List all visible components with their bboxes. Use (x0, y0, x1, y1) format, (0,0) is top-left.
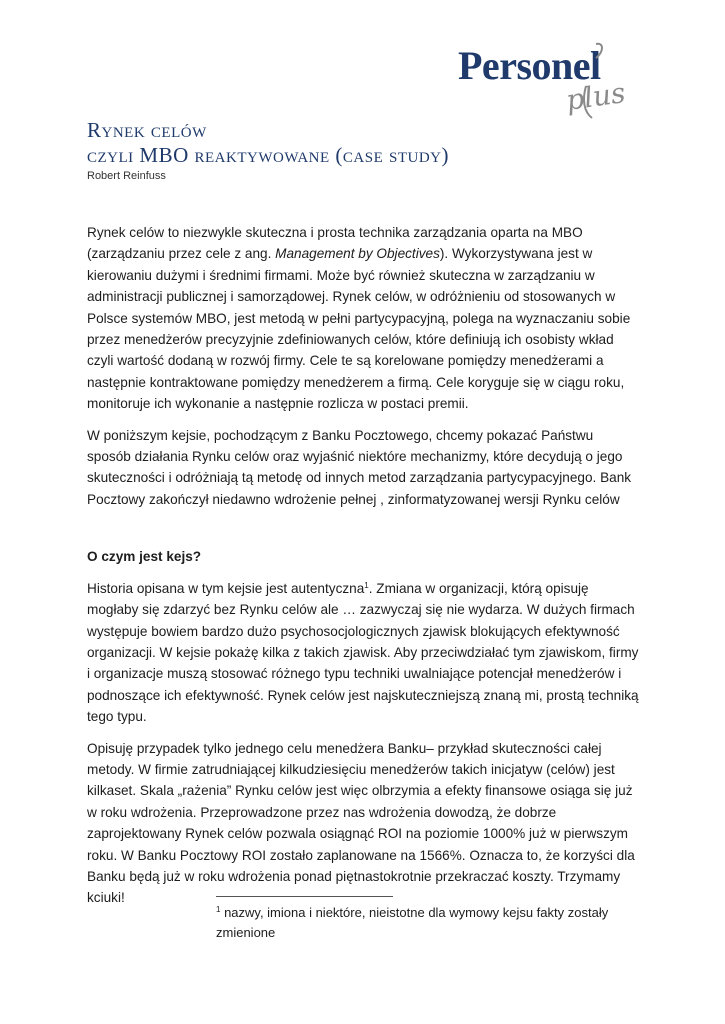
intro-p1-emphasis: Management by Objectives (275, 246, 440, 262)
author-name: Robert Reinfuss (87, 170, 166, 182)
title-line-2: czyli MBO reaktywowane (case study) (87, 143, 449, 167)
intro-p1-text-b: ). Wykorzystywana jest w kierowaniu dużymi i średnimi firmami. Może być również skuteczna w zarządzaniu w administracji publicznej i samorządowej. Rynek celów, w odróżnieniu od stosowanych w Polsce systemów MBO, jest metodą w pełni partycypacyjną, polega na wyznaczaniu sobie przez menedżerów precyzyjnie zdefiniowanych celów, które definiują ich osobisty wkład czyli wartość dodaną w rozwój firmy. Cele te są korelowane pomiędzy menedżerami a następnie kontraktowane pomiędzy menedżerem a firmą. Cele koryguje się w ciągu roku, monitoruje ich wykonanie a następnie rozlicza w postaci premii. (87, 246, 631, 412)
footnote-reference[interactable]: 1 (364, 580, 369, 590)
footnote (216, 903, 636, 943)
footnote-mark: 1 (216, 905, 221, 914)
footnote-divider (216, 896, 393, 897)
section-paragraph-2: Opisuję przypadek tylko jednego celu menedżera Banku– przykład skuteczności całej metody. W firmie zatrudniającej kilkudziesięciu menedżerów takich inicjatyw (celów) jest kilkaset. Skala „rażenia” Rynku celów jest więc olbrzymia a efekty finansowe osiąga się już w roku wdrożenia. Przeprowadzone przez nas wdrożenia dowodzą, że dobrze zaprojektowany Rynek celów pozwala osiągnąć ROI na poziomie 1000% już w pierwszym roku. W Banku Pocztowy ROI zostało zaplanowane na 1566%. Oznacza to, że korzyści dla Banku będą już w roku wdrożenia ponad piętnastokrotnie przekraczać koszty. Trzymamy kciuki! (87, 740, 635, 906)
intro-paragraph-2: W poniższym kejsie, pochodzącym z Banku Pocztowego, chcemy pokazać Państwu sposób działania Rynku celów oraz wyjaśnić niektóre mechanizmy, które decydują o jego skuteczności i odróżniają tą metodę od innych metod zarządzania partycypacyjnego. Bank Pocztowy zakończył niedawno wdrożenie pełnej , zinformatyzowanej wersji Rynku celów (87, 427, 632, 507)
article-body (87, 222, 639, 919)
footnote-text: nazwy, imiona i niektóre, nieistotne dla wymowy kejsu fakty zostały zmienione (216, 905, 609, 940)
logo-plus-script: plus (563, 76, 628, 117)
logo-swash-icon (574, 40, 614, 125)
logo-wordmark: Personel (458, 43, 601, 88)
title-line-1: Rynek celów (87, 118, 207, 142)
personel-plus-logo (456, 40, 656, 125)
section-heading: O czym jest kejs? (87, 549, 202, 565)
document-title (87, 118, 449, 168)
section-paragraph-1 (87, 578, 639, 728)
intro-p1-text-a: Rynek celów to niezwykle skuteczna i prosta technika zarządzania oparta na MBO (zarządzaniu przez cele z ang. (87, 225, 583, 262)
section-p1-text-b: . Zmiana w organizacji, którą opisuję mogłaby się zdarzyć bez Rynku celów ale … zazwyczaj się nie wydarza. W dużych firmach występuje bowiem bardzo dużo psychosocjologicznych zjawisk blokujących efektywność organizacji. W kejsie pokażę kilka z takich zjawisk. Aby przeciwdziałać tym zjawiskom, firmy i organizacje muszą stosować różnego typu techniki uwalniające potencjał menedżerów i podnoszące ich efektywność. Rynek celów jest najskuteczniejszą znaną mi, prostą techniką tego typu. (87, 580, 639, 725)
section-p1-text-a: Historia opisana w tym kejsie jest autentyczna (87, 580, 365, 596)
intro-paragraph-1 (87, 222, 639, 415)
